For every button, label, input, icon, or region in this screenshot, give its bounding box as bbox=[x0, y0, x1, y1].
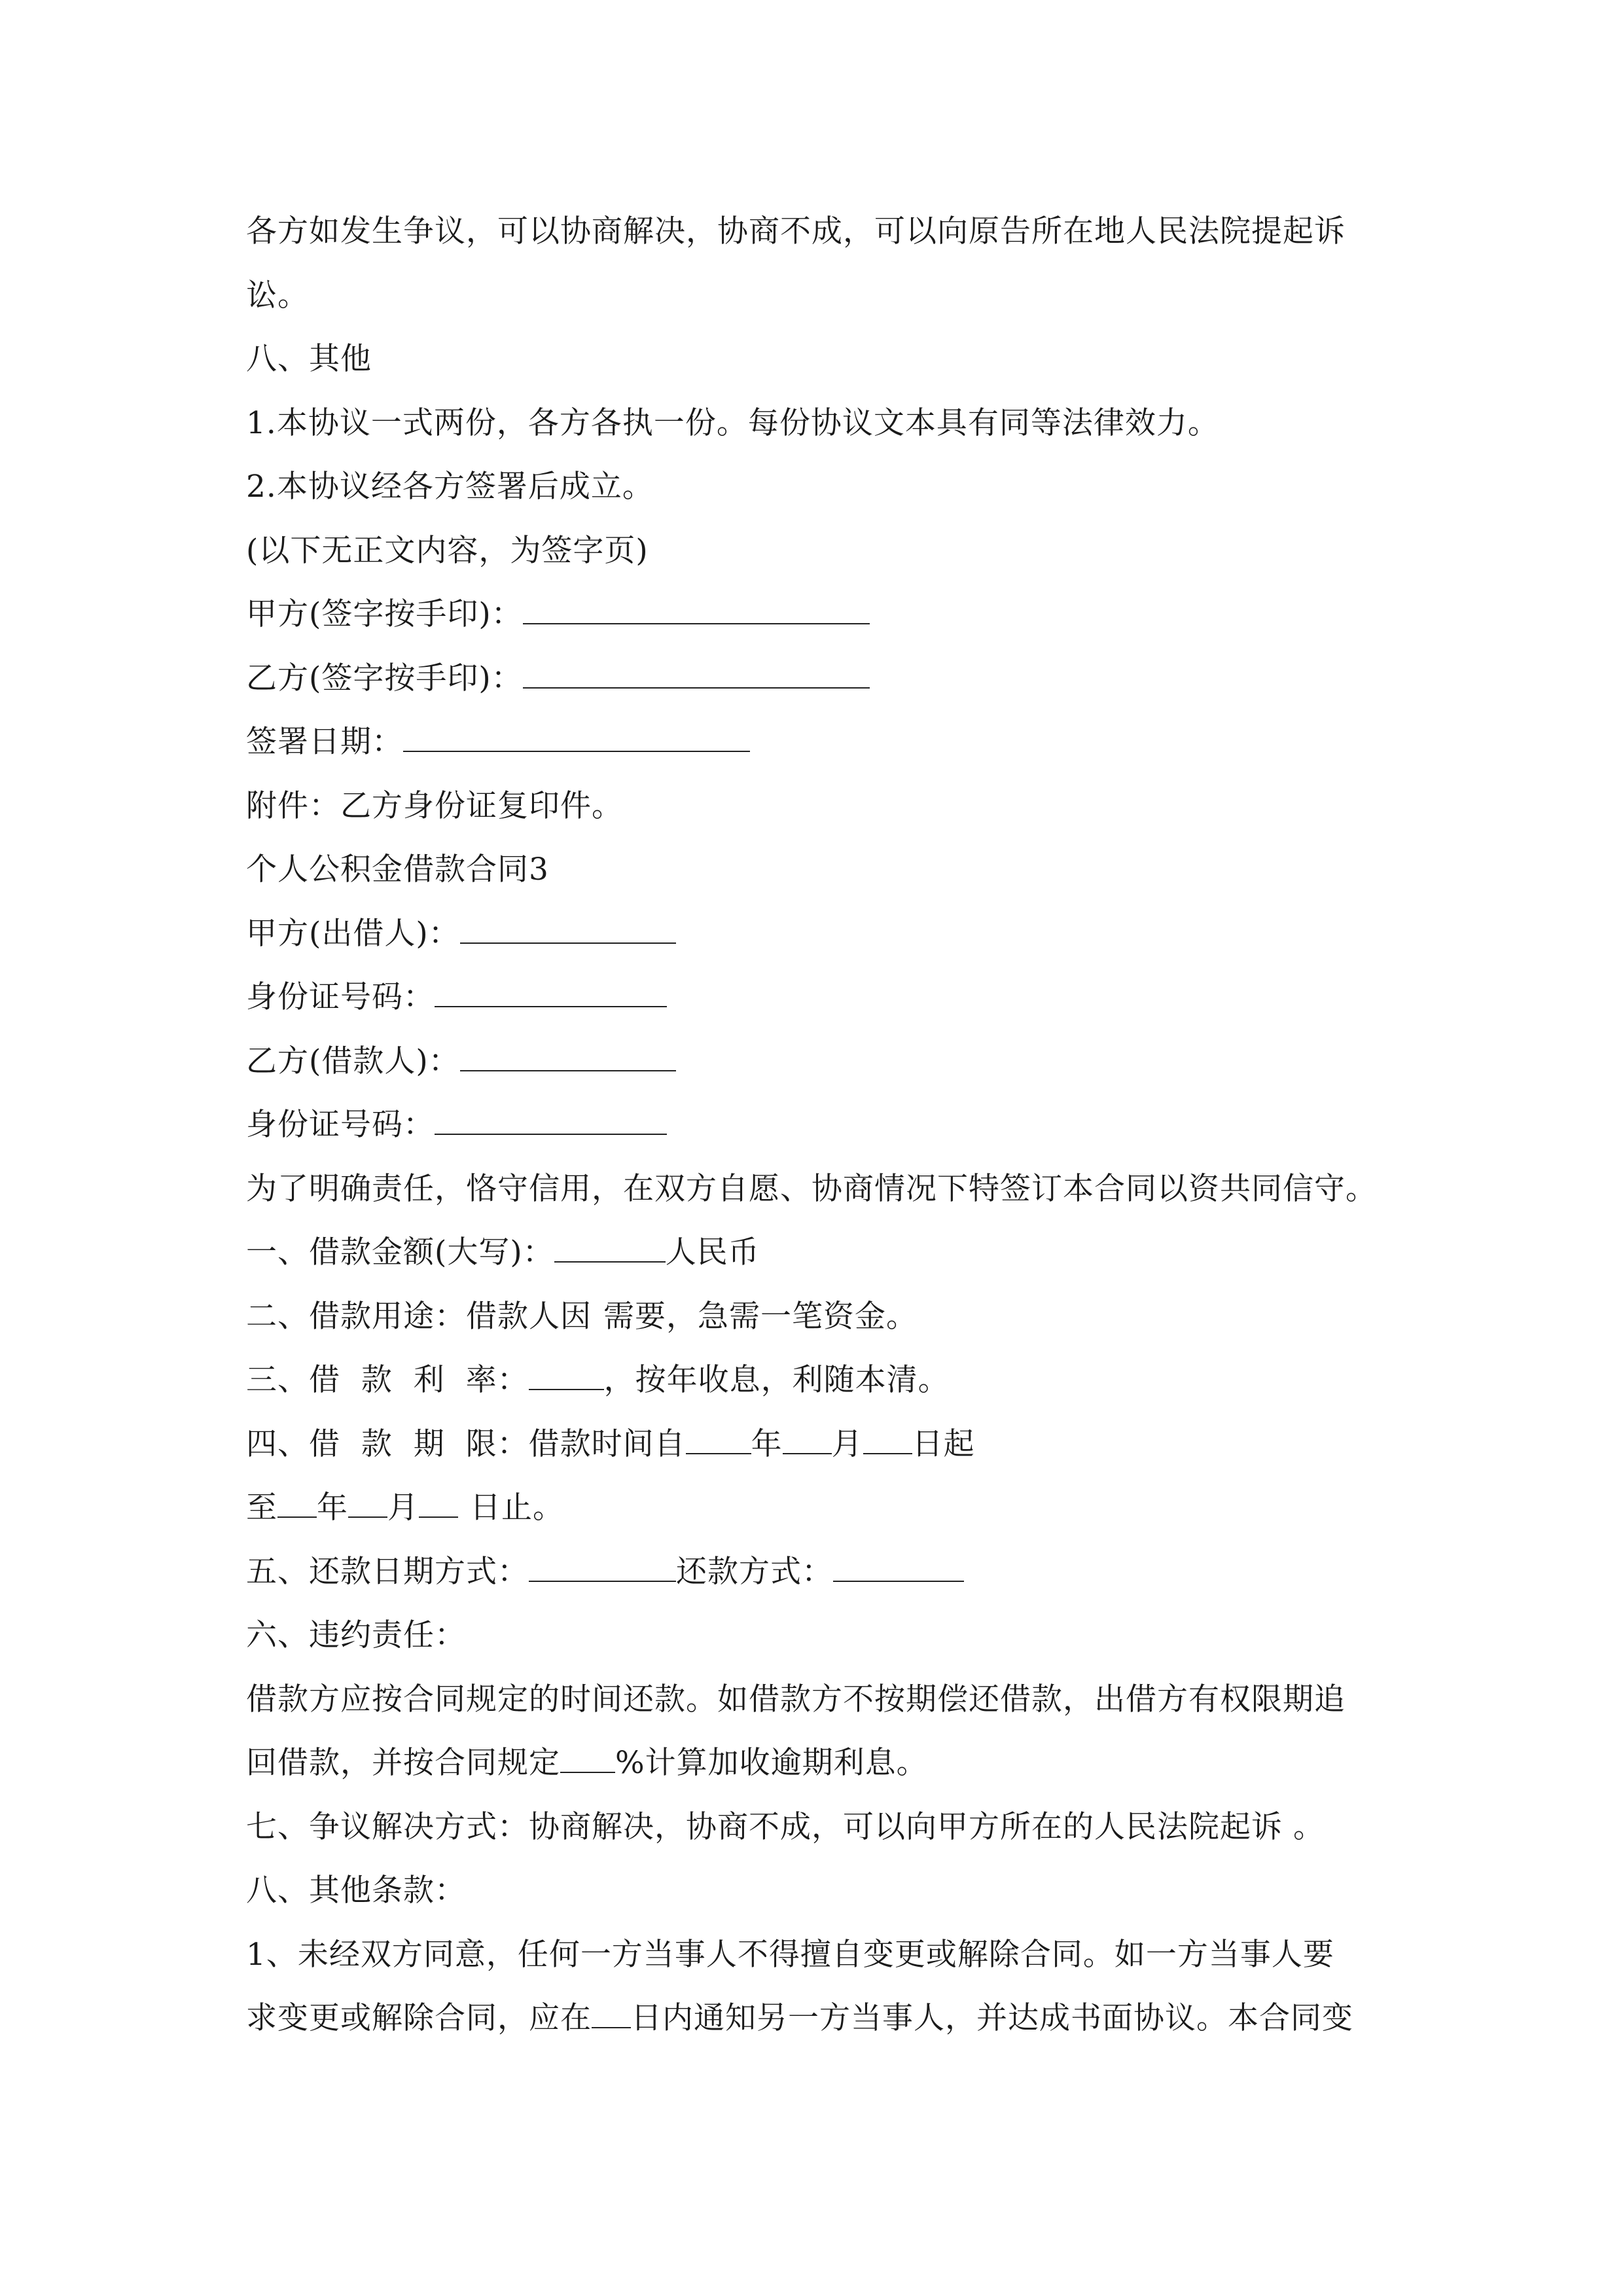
lender-line bbox=[246, 902, 1398, 966]
interest-rate-blank bbox=[529, 1367, 604, 1390]
lender-id-blank bbox=[435, 984, 667, 1007]
loan-term-end-year-blank bbox=[277, 1494, 317, 1518]
liability-text: 回借款，并按合同规定 bbox=[246, 1745, 560, 1781]
loan-term-end-line bbox=[246, 1476, 1398, 1540]
repayment-date-blank bbox=[529, 1558, 676, 1582]
repayment-date-label: 五、还款日期方式： bbox=[246, 1553, 529, 1590]
other-terms-clause-1: 1、未经双方同意，任何一方当事人不得擅自变更或解除合同。如一方当事人要 bbox=[246, 1936, 1334, 1973]
notice-text-cont: 日内通知另一方当事人，并达成书面协议。本合同变 bbox=[631, 2000, 1353, 2036]
other-terms-clause-1-cont bbox=[246, 1986, 1398, 2051]
lender-id-line bbox=[246, 965, 1398, 1030]
section-heading-other-terms: 八、其他条款： bbox=[246, 1873, 466, 1909]
paragraph-dispute-cont: 讼。 bbox=[246, 277, 309, 314]
party-b-signature-blank bbox=[523, 665, 870, 689]
loan-amount-blank bbox=[554, 1239, 666, 1263]
borrower-label: 乙方(借款人)： bbox=[246, 1043, 460, 1079]
loan-amount-currency: 人民币 bbox=[665, 1234, 760, 1270]
party-a-signature-line bbox=[246, 583, 1398, 647]
overdue-rate-text: %计算加收逾期利息。 bbox=[615, 1745, 928, 1781]
liability-paragraph-cont bbox=[246, 1731, 1398, 1795]
paragraph-dispute: 各方如发生争议，可以协商解决，协商不成，可以向原告所在地人民法院提起诉 bbox=[246, 213, 1346, 249]
party-a-signature-label: 甲方(签字按手印)： bbox=[246, 596, 523, 632]
loan-term-label: 四、借 款 期 限：借款时间自 bbox=[246, 1426, 686, 1462]
loan-term-start-year-blank bbox=[686, 1431, 751, 1454]
loan-term-start-day-blank bbox=[863, 1431, 912, 1454]
signature-page-note: (以下无正文内容，为签字页) bbox=[246, 532, 649, 569]
lender-label: 甲方(出借人)： bbox=[246, 915, 460, 952]
loan-purpose-line bbox=[246, 1285, 1398, 1349]
borrower-id-line bbox=[246, 1093, 1398, 1157]
attachment-note: 附件：乙方身份证复印件。 bbox=[246, 787, 623, 824]
lender-id-label: 身份证号码： bbox=[246, 979, 435, 1015]
loan-term-end-day-label: 日止。 bbox=[470, 1490, 564, 1526]
party-b-signature-line bbox=[246, 647, 1398, 711]
overdue-rate-blank bbox=[560, 1749, 615, 1773]
loan-term-day-label: 日起 bbox=[912, 1426, 975, 1462]
loan-term-end-month-blank bbox=[348, 1494, 387, 1518]
party-b-signature-label: 乙方(签字按手印)： bbox=[246, 660, 523, 696]
repayment-method-label: 还款方式： bbox=[676, 1553, 833, 1590]
document-body bbox=[246, 200, 1398, 2051]
interest-rate-text: ，按年收息，利随本清。 bbox=[603, 1362, 950, 1398]
repayment-line bbox=[246, 1540, 1398, 1604]
repayment-method-blank bbox=[833, 1558, 964, 1582]
signing-date-blank bbox=[403, 728, 750, 752]
loan-term-end-day-blank bbox=[419, 1494, 458, 1518]
clause-effective: 2.本协议经各方签署后成立。 bbox=[246, 469, 654, 505]
borrower-line bbox=[246, 1030, 1398, 1094]
loan-term-end-prefix: 至 bbox=[246, 1490, 277, 1526]
lender-blank bbox=[460, 920, 676, 944]
section-heading-other: 八、其他 bbox=[246, 341, 372, 377]
loan-purpose-text: 需要，急需一笔资金。 bbox=[603, 1298, 918, 1335]
loan-term-end-month-label: 月 bbox=[387, 1490, 419, 1526]
signing-date-label: 签署日期： bbox=[246, 724, 403, 760]
loan-term-start-month-blank bbox=[783, 1431, 832, 1454]
loan-term-line bbox=[246, 1412, 1398, 1477]
party-a-signature-blank bbox=[523, 601, 870, 624]
borrower-id-blank bbox=[435, 1111, 667, 1135]
loan-term-month-label: 月 bbox=[831, 1426, 863, 1462]
loan-amount-line bbox=[246, 1221, 1398, 1285]
loan-term-year-label: 年 bbox=[751, 1426, 783, 1462]
notice-text: 求变更或解除合同，应在 bbox=[246, 2000, 592, 2036]
interest-rate-label: 三、借 款 利 率： bbox=[246, 1362, 529, 1398]
dispute-resolution-clause: 七、争议解决方式：协商解决，协商不成，可以向甲方所在的人民法院起诉 。 bbox=[246, 1808, 1325, 1845]
borrower-blank bbox=[460, 1048, 676, 1071]
interest-rate-line bbox=[246, 1348, 1398, 1412]
clause-copies: 1.本协议一式两份，各方各执一份。每份协议文本具有同等法律效力。 bbox=[246, 404, 1219, 441]
signing-date-line bbox=[246, 710, 1398, 774]
preamble: 为了明确责任，恪守信用，在双方自愿、协商情况下特签订本合同以资共同信守。 bbox=[246, 1170, 1377, 1207]
contract-title: 个人公积金借款合同3 bbox=[246, 852, 549, 888]
borrower-id-label: 身份证号码： bbox=[246, 1107, 435, 1143]
loan-term-end-year-label: 年 bbox=[317, 1490, 348, 1526]
notice-days-blank bbox=[592, 2005, 631, 2028]
loan-amount-label: 一、借款金额(大写)： bbox=[246, 1234, 554, 1270]
loan-purpose-label: 二、借款用途：借款人因 bbox=[246, 1298, 592, 1335]
section-heading-liability: 六、违约责任： bbox=[246, 1617, 466, 1653]
liability-paragraph: 借款方应按合同规定的时间还款。如借款方不按期偿还借款，出借方有权限期追 bbox=[246, 1681, 1346, 1717]
